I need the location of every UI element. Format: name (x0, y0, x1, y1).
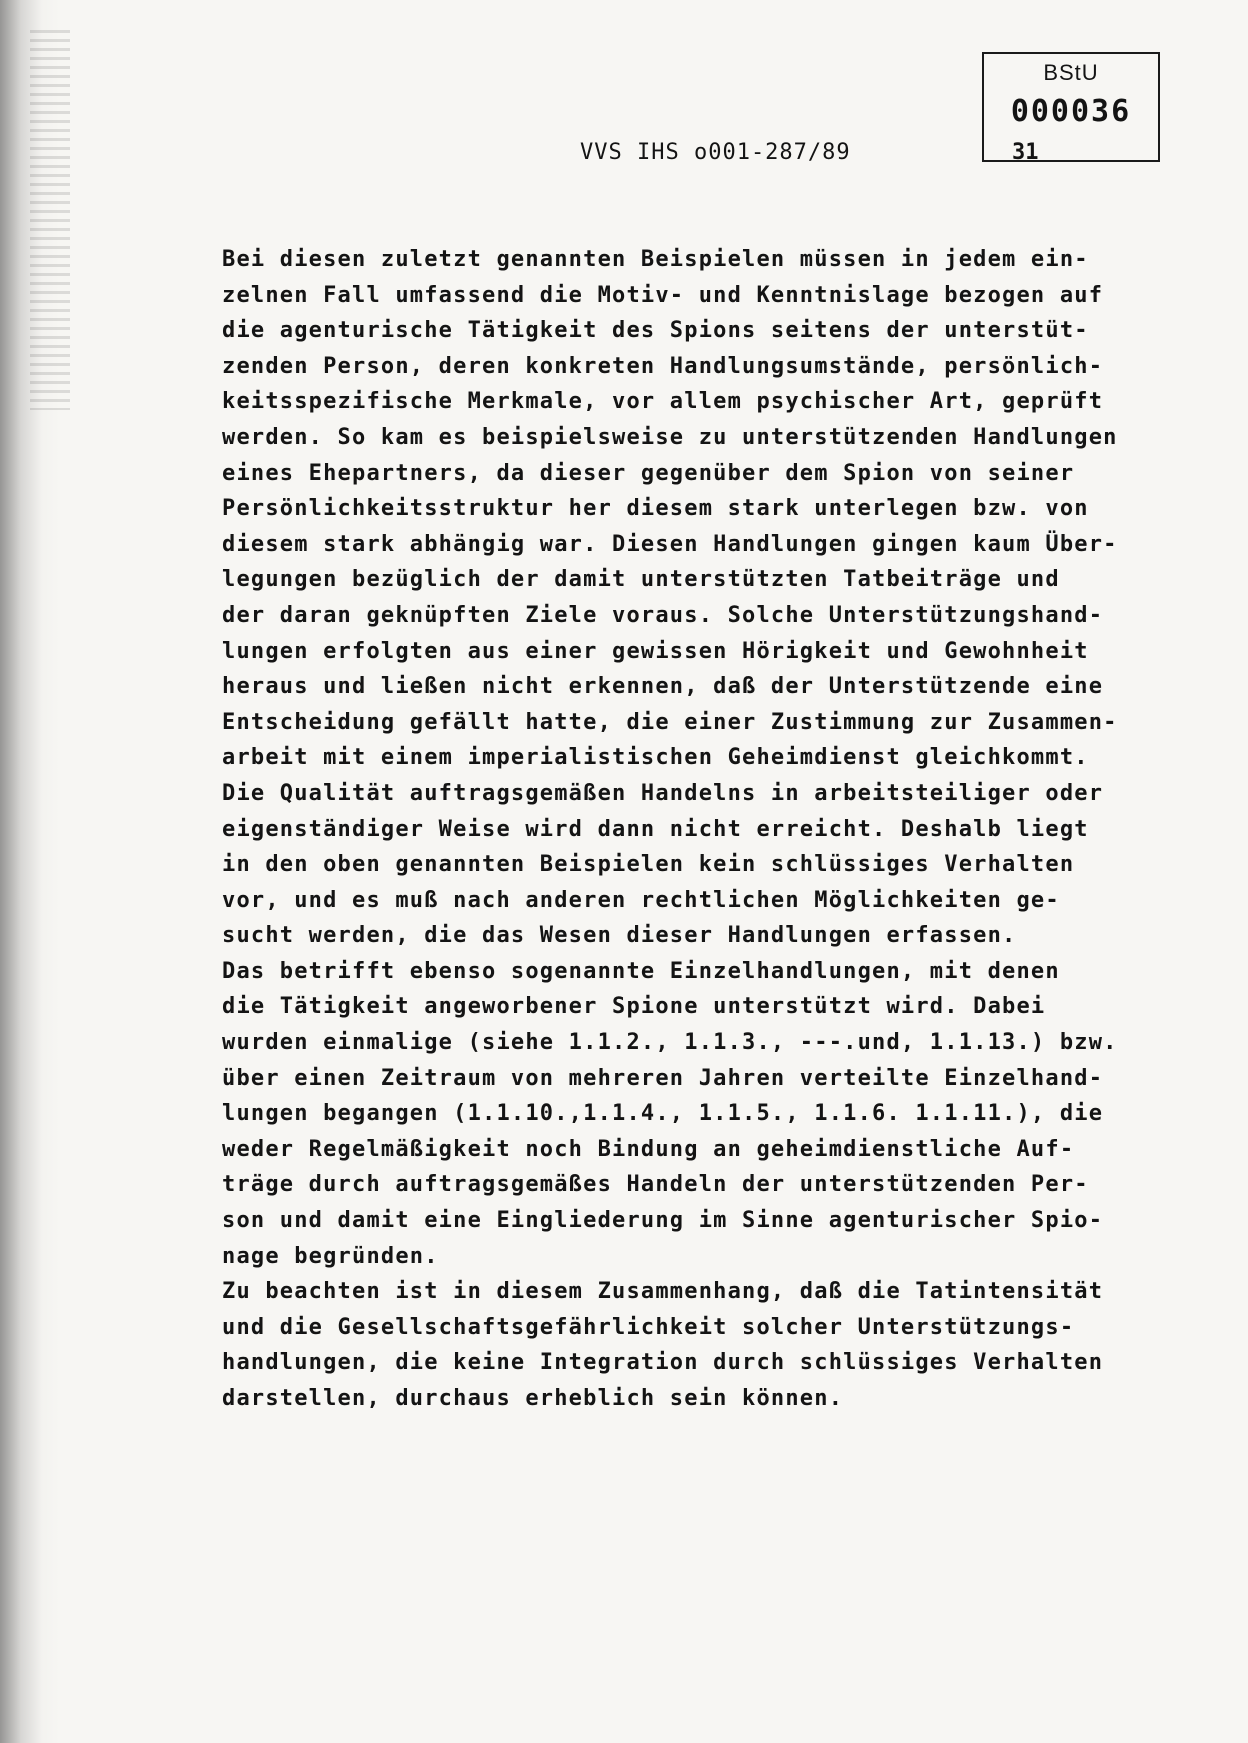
text-line: Persönlichkeitsstruktur her diesem stark unterlegen bzw. von (222, 496, 1089, 522)
text-line: träge durch auftragsgemäßes Handeln der unterstützenden Per- (222, 1172, 1089, 1198)
text-line: son und damit eine Eingliederung im Sinne agenturischer Spio- (222, 1208, 1104, 1234)
text-line: lungen erfolgten aus einer gewissen Hörigkeit und Gewohnheit (222, 638, 1089, 664)
archive-stamp (982, 52, 1160, 162)
document-reference: VVS IHS o001-287/89 (580, 140, 851, 165)
text-line: vor, und es muß nach anderen rechtlichen Möglichkeiten ge- (222, 887, 1060, 913)
text-line: sucht werden, die das Wesen dieser Handlungen erfassen. (222, 923, 1017, 949)
stamp-office-label: BStU (1043, 60, 1099, 85)
text-line: eines Ehepartners, da dieser gegenüber dem Spion von seiner (222, 460, 1075, 486)
text-line: Die Qualität auftragsgemäßen Handelns in arbeitsteiliger oder (222, 780, 1104, 806)
scan-edge-noise (30, 30, 70, 410)
text-line: heraus und ließen nicht erkennen, daß der Unterstützende eine (222, 674, 1104, 700)
text-line: Das betrifft ebenso sogenannte Einzelhandlungen, mit denen (222, 958, 1060, 984)
text-line: eigenständiger Weise wird dann nicht erreicht. Deshalb liegt (222, 816, 1089, 842)
text-line: Entscheidung gefällt hatte, die einer Zustimmung zur Zusammen- (222, 709, 1118, 735)
text-line: zelnen Fall umfassend die Motiv- und Kenntnislage bezogen auf (222, 282, 1104, 308)
body-text (222, 242, 1222, 1417)
text-line: legungen bezüglich der damit unterstützten Tatbeiträge und (222, 567, 1060, 593)
text-line: lungen begangen (1.1.10.,1.1.4., 1.1.5., 1.1.6. 1.1.11.), die (222, 1101, 1104, 1127)
text-line: der daran geknüpften Ziele voraus. Solche Unterstützungshand- (222, 602, 1104, 628)
text-line: nage begründen. (222, 1243, 439, 1269)
text-line: arbeit mit einem imperialistischen Geheimdienst gleichkommt. (222, 745, 1089, 771)
text-line: keitsspezifische Merkmale, vor allem psychischer Art, geprüft (222, 389, 1104, 415)
text-line: Bei diesen zuletzt genannten Beispielen müssen in jedem ein- (222, 247, 1089, 272)
text-line: in den oben genannten Beispielen kein schlüssiges Verhalten (222, 852, 1075, 878)
page-number: 31 (1012, 140, 1039, 165)
text-line: die Tätigkeit angeworbener Spione unterstützt wird. Dabei (222, 994, 1046, 1020)
stamp-sheet-number: 000036 (1010, 94, 1132, 129)
text-line: über einen Zeitraum von mehreren Jahren verteilte Einzelhand- (222, 1065, 1104, 1091)
text-line: wurden einmalige (siehe 1.1.2., 1.1.3., ---.und, 1.1.13.) bzw. (222, 1030, 1118, 1056)
text-line: werden. So kam es beispielsweise zu unterstützenden Handlungen (222, 424, 1118, 450)
text-line: darstellen, durchaus erheblich sein können. (222, 1386, 844, 1411)
text-line: weder Regelmäßigkeit noch Bindung an geheimdienstliche Auf- (222, 1136, 1075, 1162)
text-line: zenden Person, deren konkreten Handlungsumstände, persönlich- (222, 353, 1104, 379)
text-line: und die Gesellschaftsgefährlichkeit solcher Unterstützungs- (222, 1314, 1075, 1340)
text-line: Zu beachten ist in diesem Zusammenhang, daß die Tatintensität (222, 1279, 1104, 1305)
text-line: handlungen, die keine Integration durch schlüssiges Verhalten (222, 1350, 1104, 1376)
text-line: die agenturische Tätigkeit des Spions seitens der unterstüt- (222, 318, 1089, 344)
text-line: diesem stark abhängig war. Diesen Handlungen gingen kaum Über- (222, 531, 1118, 557)
